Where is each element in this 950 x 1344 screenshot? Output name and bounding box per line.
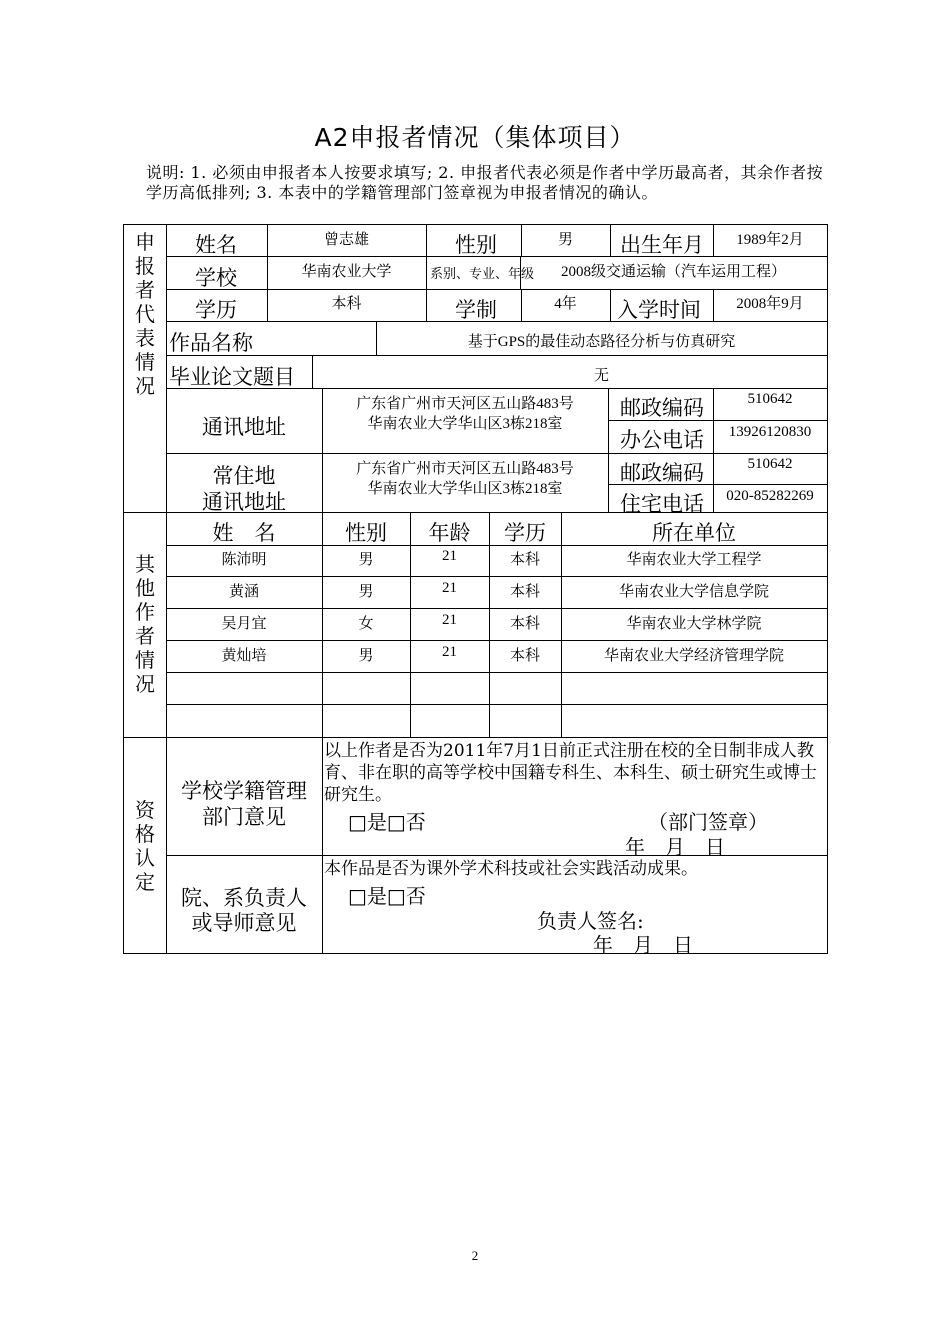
postcode2-value: 510642: [747, 456, 793, 472]
home-phone-value: 020-85282269: [726, 488, 814, 504]
author-gender: 男: [358, 648, 374, 664]
work-value: 基于GPS的最佳动态路径分析与仿真研究: [467, 334, 736, 350]
registry-date: 年 月 日: [625, 835, 725, 859]
author-unit: 华南农业大学经济管理学院: [603, 648, 784, 664]
author-unit: 华南农业大学工程学: [626, 552, 762, 568]
home-address-label-2: 通讯地址: [202, 490, 286, 514]
edu-label: 学历: [195, 298, 237, 322]
author-gender: 男: [358, 584, 374, 600]
instructions-note: 说明: 1. 必须由申报者本人按要求填写; 2. 申报者代表必须是作者中学历最高者，其余作者按学历高低排列; 3. 本表中的学籍管理部门签章视为申报者情况的确认。: [146, 163, 824, 202]
address-line-1: 广东省广州市天河区五山路483号: [356, 396, 574, 412]
postcode2-label: 邮政编码: [620, 461, 704, 485]
birth-value: 1989年2月: [736, 232, 804, 248]
registry-question: 以上作者是否为2011年7月1日前正式注册在校的全日制非成人教育、非在职的高等学校中国籍专科生、本科生、硕士研究生或博士研究生。: [324, 741, 817, 805]
length-label: 学制: [455, 298, 497, 322]
author-unit: 华南农业大学林学院: [626, 616, 762, 632]
author-name: 陈沛明: [221, 552, 267, 568]
name-label: 姓名: [195, 233, 237, 257]
author-edu: 本科: [509, 648, 540, 664]
thesis-label: 毕业论文题目: [169, 365, 295, 389]
header-age: 年龄: [428, 521, 471, 545]
edu-value: 本科: [331, 296, 362, 312]
author-edu: 本科: [509, 616, 540, 632]
page-title: A2申报者情况（集体项目）: [314, 123, 636, 152]
department-stamp: （部门签章）: [648, 810, 768, 834]
home-phone-label: 住宅电话: [620, 492, 704, 516]
author-unit: 华南农业大学信息学院: [618, 584, 769, 600]
header-name: 姓 名: [212, 521, 276, 545]
others-section-label: 其他作者情况: [135, 552, 155, 696]
qualification-section-label: 资格认定: [135, 798, 155, 894]
advisor-label-2: 或导师意见: [191, 911, 297, 935]
birth-label: 出生年月: [620, 233, 704, 257]
dept-label: 系别、专业、年级: [430, 267, 535, 282]
advisor-label: 院、系负责人: [181, 886, 307, 910]
author-name: 黄涵: [228, 584, 259, 600]
author-edu: 本科: [509, 584, 540, 600]
office-phone-value: 13926120830: [728, 424, 812, 440]
author-age: 21: [442, 580, 457, 596]
author-age: 21: [442, 548, 457, 564]
gender-value: 男: [557, 232, 573, 248]
header-unit: 所在单位: [652, 521, 736, 545]
registry-yes-no-checkbox[interactable]: □是□否: [348, 810, 426, 834]
home-address-label: 常住地: [212, 464, 276, 488]
author-name: 吴月宜: [221, 616, 267, 632]
home-address-line-1: 广东省广州市天河区五山路483号: [356, 461, 574, 477]
signature-label: 负责人签名:: [537, 909, 644, 933]
author-age: 21: [442, 612, 457, 628]
header-edu: 学历: [504, 521, 546, 545]
page-number: 2: [471, 1248, 479, 1263]
advisor-date: 年 月 日: [593, 933, 693, 957]
name-value: 曾志雄: [323, 232, 369, 248]
header-gender: 性别: [345, 521, 387, 545]
school-label: 学校: [195, 266, 237, 290]
home-address-line-2: 华南农业大学华山区3栋218室: [367, 481, 563, 497]
registry-label-2: 部门意见: [202, 805, 286, 829]
gender-label: 性别: [455, 233, 497, 257]
author-edu: 本科: [509, 552, 540, 568]
advisor-question: 本作品是否为课外学术科技或社会实践活动成果。: [324, 859, 698, 879]
registry-label: 学校学籍管理: [181, 779, 307, 803]
work-label: 作品名称: [169, 331, 253, 355]
postcode-label: 邮政编码: [620, 396, 704, 420]
author-age: 21: [442, 644, 457, 660]
advisor-yes-no-checkbox[interactable]: □是□否: [348, 884, 426, 908]
office-phone-label: 办公电话: [620, 428, 704, 452]
length-value: 4年: [554, 296, 577, 312]
postcode-value: 510642: [747, 391, 793, 407]
address-line-2: 华南农业大学华山区3栋218室: [367, 416, 563, 432]
author-gender: 女: [358, 616, 374, 632]
school-value: 华南农业大学: [301, 264, 392, 280]
address-label: 通讯地址: [202, 415, 286, 439]
thesis-value: 无: [593, 368, 609, 384]
author-name: 黄灿培: [221, 648, 267, 664]
author-gender: 男: [358, 552, 374, 568]
enroll-label: 入学时间: [617, 298, 701, 322]
applicant-section-label: 申报者代表情况: [135, 230, 155, 398]
enroll-value: 2008年9月: [736, 296, 804, 312]
dept-value: 2008级交通运输（汽车运用工程）: [560, 264, 786, 280]
